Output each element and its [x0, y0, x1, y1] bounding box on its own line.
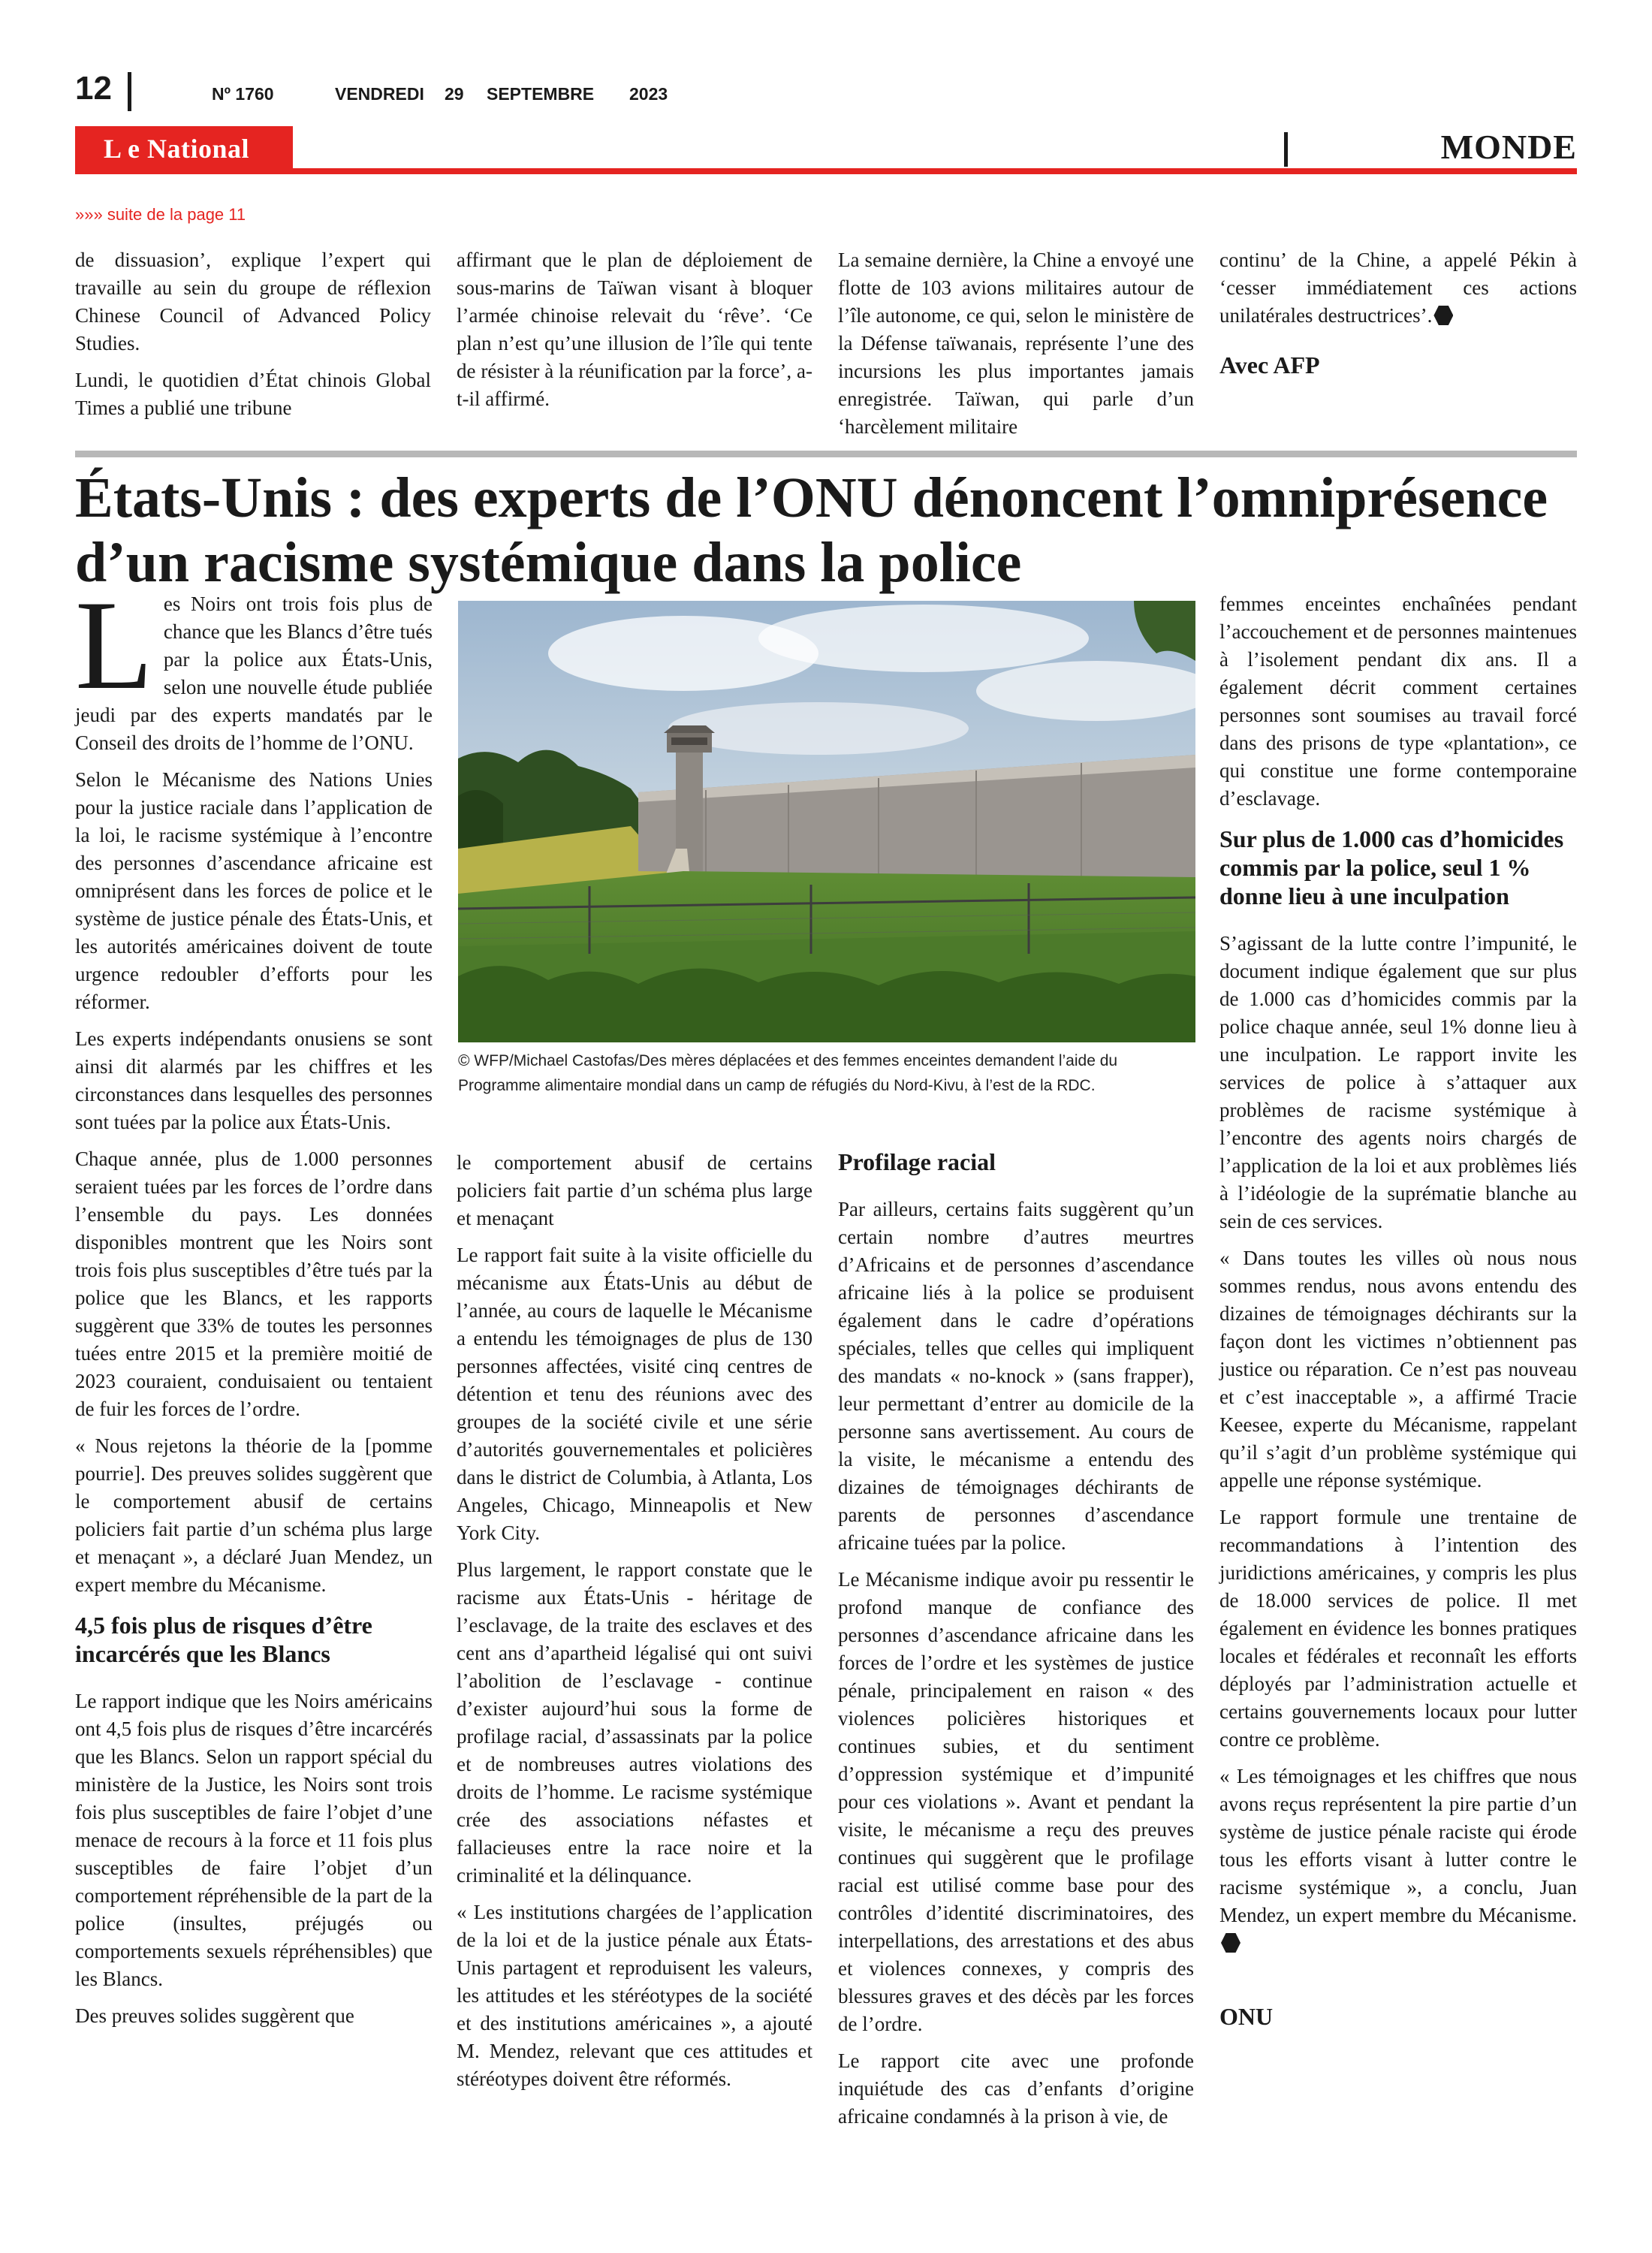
- paragraph: Chaque année, plus de 1.000 personnes seraient tuées par les forces de l’ordre dans l’ensemble du pays. Les données disponibles montrent que les Noirs sont trois fois plus susceptibles d’être tués par la police que les Blancs, et les rapports suggèrent que 33% de toutes les personnes tuées entre 2015 et la première moitié de 2023 couraient, conduisaient ou tentaient de fuir les forces de l’ordre.: [75, 1148, 433, 1420]
- prev-article-column-2: [457, 246, 812, 422]
- article-column-4: [1219, 590, 1577, 2031]
- section-rubric: MONDE: [1440, 128, 1577, 166]
- paragraph: Le rapport fait suite à la visite officielle du mécanisme aux États-Unis au début de l’année, au cours de laquelle le Mécanisme a entendu les témoignages de plus de 130 personnes affectées, visité cinq centres de détention et tenu des réunions avec des groupes de la société civile et une série d’autorités gouvernementales et policières dans le district de Columbia, à Atlanta, Los Angeles, Chicago, Minneapolis et New York City.: [457, 1244, 812, 1544]
- article-column-3: [838, 1148, 1194, 2140]
- paragraph: Lundi, le quotidien d’État chinois Global Times a publié une tribune: [75, 369, 431, 419]
- paragraph: « Dans toutes les villes où nous nous sommes rendus, nous avons entendu des dizaines de témoignages déchirants sur la façon dont les victimes n’obtiennent pas justice ou réparation. Ce n’est pas nouveau et c’est inacceptable », a affirmé Tracie Keesee, experte du Mécanisme, rappelant qu’il s’agit d’un problème systémique qui appelle une réponse systémique.: [1219, 1247, 1577, 1491]
- article-photo: [458, 601, 1195, 1042]
- paragraph: « Les institutions chargées de l’application de la loi et de la justice pénale aux États-Unis partagent et reproduisent les valeurs, les attitudes et les stéréotypes de la société et des institutions américaines », a ajouté M. Mendez, relevant que ces attitudes et stéréotypes doivent être réformés.: [457, 1901, 812, 2090]
- paragraph: Selon le Mécanisme des Nations Unies pour la justice raciale dans l’application de la loi, le racisme systémique à l’encontre des personnes d’ascendance africaine est omniprésent dans les forces de police et le système de justice pénale des États-Unis, et les autorités américaines doivent de toute urgence redoubler d’efforts pour les réformer.: [75, 768, 433, 1013]
- prev-article-column-4: [1219, 246, 1577, 379]
- subheading: 4,5 fois plus de risques d’être incarcérés que les Blancs: [75, 1612, 372, 1667]
- article-headline: États-Unis : des experts de l’ONU dénoncent l’omniprésence d’un racisme systémique dans la police: [75, 466, 1548, 594]
- article-column-2: [457, 1149, 812, 2102]
- hexagon-end-mark-icon: [1433, 306, 1453, 325]
- rubric-divider: [1284, 132, 1288, 167]
- prev-article-column-3: [838, 246, 1194, 450]
- paragraph: Par ailleurs, certains faits suggèrent qu’un certain nombre d’autres meurtres d’Africains et de personnes d’ascendance africaine liés à la police se produisent également dans le cadre d’opérations spéciales, telles que celles qui impliquent des mandats « no-knock » (sans frapper), leur permettant d’entrer au domicile de la personne sans avertissement. Au cours de la visite, le mécanisme a entendu des dizaines de témoignages déchirants de parents de personnes d’ascendance africaine tuées par la police.: [838, 1198, 1194, 1554]
- issue-year: 2023: [629, 84, 668, 104]
- paragraph: de dissuasion’, explique l’expert qui travaille au sein du groupe de réflexion Chinese Council of Advanced Policy Studies.: [75, 249, 431, 354]
- subheading: Sur plus de 1.000 cas d’homicides commis par la police, seul 1 % donne lieu à une inculpation: [1219, 825, 1564, 909]
- continued-from-link[interactable]: »»» suite de la page 11: [75, 205, 246, 224]
- issue-date-day: 29: [445, 84, 464, 104]
- paragraph: « Nous rejetons la théorie de la [pomme pourrie]. Des preuves solides suggèrent que le comportement abusif de certains policiers fait partie d’un schéma plus large et menaçant », a déclaré Juan Mendez, un expert membre du Mécanisme.: [75, 1434, 433, 1596]
- prev-article-column-1: [75, 246, 431, 431]
- prev-article-signature: Avec AFP: [1219, 351, 1320, 379]
- hexagon-end-mark-icon: [1221, 1933, 1241, 1953]
- article-separator-rule: [75, 451, 1577, 457]
- issue-number: Nº 1760: [212, 84, 274, 104]
- paragraph: Le rapport indique que les Noirs américains ont 4,5 fois plus de risques d’être incarcérés que les Blancs. Selon un rapport spécial du ministère de la Justice, les Noirs sont trois fois plus susceptibles de faire l’objet d’une menace de recours à la force et 11 fois plus susceptibles de faire l’objet d’un comportement répréhensible de la part de la police (insultes, préjugés ou comportements sexuels répréhensibles) que les Blancs.: [75, 1690, 433, 1990]
- paragraph: S’agissant de la lutte contre l’impunité, le document indique également que sur plus de 1.000 cas d’homicides commis par la police chaque année, seul 1% donne lieu à une inculpation. Le rapport invite les services de police à s’attaquer aux problèmes de racisme systémique à l’encontre des agents noirs chargés de l’application de la loi et aux problèmes liés à l’idéologie de la suprématie blanche au sein de ces services.: [1219, 932, 1577, 1232]
- paragraph: Des preuves solides suggèrent que: [75, 2004, 354, 2027]
- lead-paragraph: [75, 575, 433, 757]
- issue-day: VENDREDI: [335, 84, 424, 104]
- paragraph: Les experts indépendants onusiens se sont ainsi dit alarmés par les chiffres et les circonstances dans lesquelles des personnes sont tuées par la police aux États-Unis.: [75, 1027, 433, 1133]
- paragraph-text: continu’ de la Chine, a appelé Pékin à ‘cesser immédiatement ces actions unilatérales destructrices’.: [1219, 249, 1577, 327]
- paragraph: Le rapport formule une trentaine de recommandations à l’intention des juridictions américaines, y compris les plus de 18.000 services de police. Il met également en évidence les bonnes pratiques locales et fédérales et reconnaît les efforts déployés par l’administration actuelle et certains gouvernements locaux pour lutter contre ce problème.: [1219, 1506, 1577, 1751]
- prison-photo-illustration: [458, 601, 1195, 1042]
- paragraph: La semaine dernière, la Chine a envoyé une flotte de 103 avions militaires autour de l’île autonome, ce qui, selon le ministère de la Défense taïwanais, représente l’une des incursions les plus importantes jamais enregistrée. Taïwan, qui parle d’un ‘harcèlement militaire: [838, 249, 1194, 438]
- article-column-1: [75, 575, 433, 2039]
- article-signature: ONU: [1219, 2003, 1274, 2030]
- paragraph: affirmant que le plan de déploiement de sous-marins de Taïwan visant à bloquer l’armée chinoise relevait du ‘rêve’. ‘Ce plan n’est qu’une illusion de l’île qui tente de résister à la réunification par la force’, a-t-il affirmé.: [457, 249, 812, 410]
- paragraph: [1219, 246, 1577, 330]
- header-red-rule: [75, 168, 1577, 174]
- paragraph: femmes enceintes enchaînées pendant l’accouchement et de personnes maintenues à l’isolement pendant dix ans. Il a également décrit comment certaines personnes sont soumises au travail forcé dans des prisons de type «plantation», ce qui constitue une forme contemporaine d’esclavage.: [1219, 593, 1577, 810]
- lead-text: es Noirs ont trois fois plus de chance que les Blancs d’être tués par la police aux États-Unis, selon une nouvelle étude publiée jeudi par des experts mandatés par le Conseil des droits de l’homme de l’ONU.: [75, 593, 433, 754]
- paragraph: Plus largement, le rapport constate que le racisme aux États-Unis - héritage de l’esclavage, de la traite des esclaves et des cent ans d’apartheid légalisé qui ont suivi l’abolition de l’esclavage - continue d’exister aujourd’hui sous la forme de profilage racial, d’assassinats par la police et de nombreuses autres violations des droits de l’homme. Le racisme systémique crée des associations néfastes et fallacieuses entre la race noire et la criminalité et la délinquance.: [457, 1558, 812, 1887]
- paragraph: Le Mécanisme indique avoir pu ressentir le profond manque de confiance des personnes d’ascendance africaine dans les forces de l’ordre et les systèmes de justice pénale, principalement en raison « des violences policières historiques et continues subies, et du sentiment d’oppression systémique et d’impunité pour ces violations ». Avant et pendant la visite, le mécanisme a reçu des preuves continues qui suggèrent que le profilage racial est utilisé comme base pour des contrôles d’identité discriminatoires, des interpellations, des arrestations et des abus et violences connexes, y compris des blessures graves et des décès par les forces de l’ordre.: [838, 1568, 1194, 2035]
- drop-cap: L: [75, 575, 153, 716]
- paragraph-text: « Les témoignages et les chiffres que nous avons reçus représentent la pire partie d’un système de justice pénale raciste qui érode tous les efforts visant à lutter contre le racisme systémique », a conclu, Juan Mendez, un expert membre du Mécanisme.: [1219, 1765, 1577, 1926]
- brand-logo: L e National: [104, 134, 250, 164]
- page-number: 12: [75, 70, 112, 107]
- subheading: Profilage racial: [838, 1148, 996, 1175]
- photo-caption: © WFP/Michael Castofas/Des mères déplacées et des femmes enceintes demandent l’aide du Programme alimentaire mondial dans un camp de réfugiés du Nord-Kivu, à l’est de la RDC.: [458, 1052, 1118, 1094]
- paragraph: le comportement abusif de certains policiers fait partie d’un schéma plus large et menaçant: [457, 1151, 812, 1229]
- issue-month: SEPTEMBRE: [487, 84, 595, 104]
- paragraph: [1219, 1763, 1577, 1957]
- page-number-divider: [128, 72, 131, 111]
- paragraph: Le rapport cite avec une profonde inquiétude des cas d’enfants d’origine africaine condamnés à la prison à vie, de: [838, 2049, 1194, 2128]
